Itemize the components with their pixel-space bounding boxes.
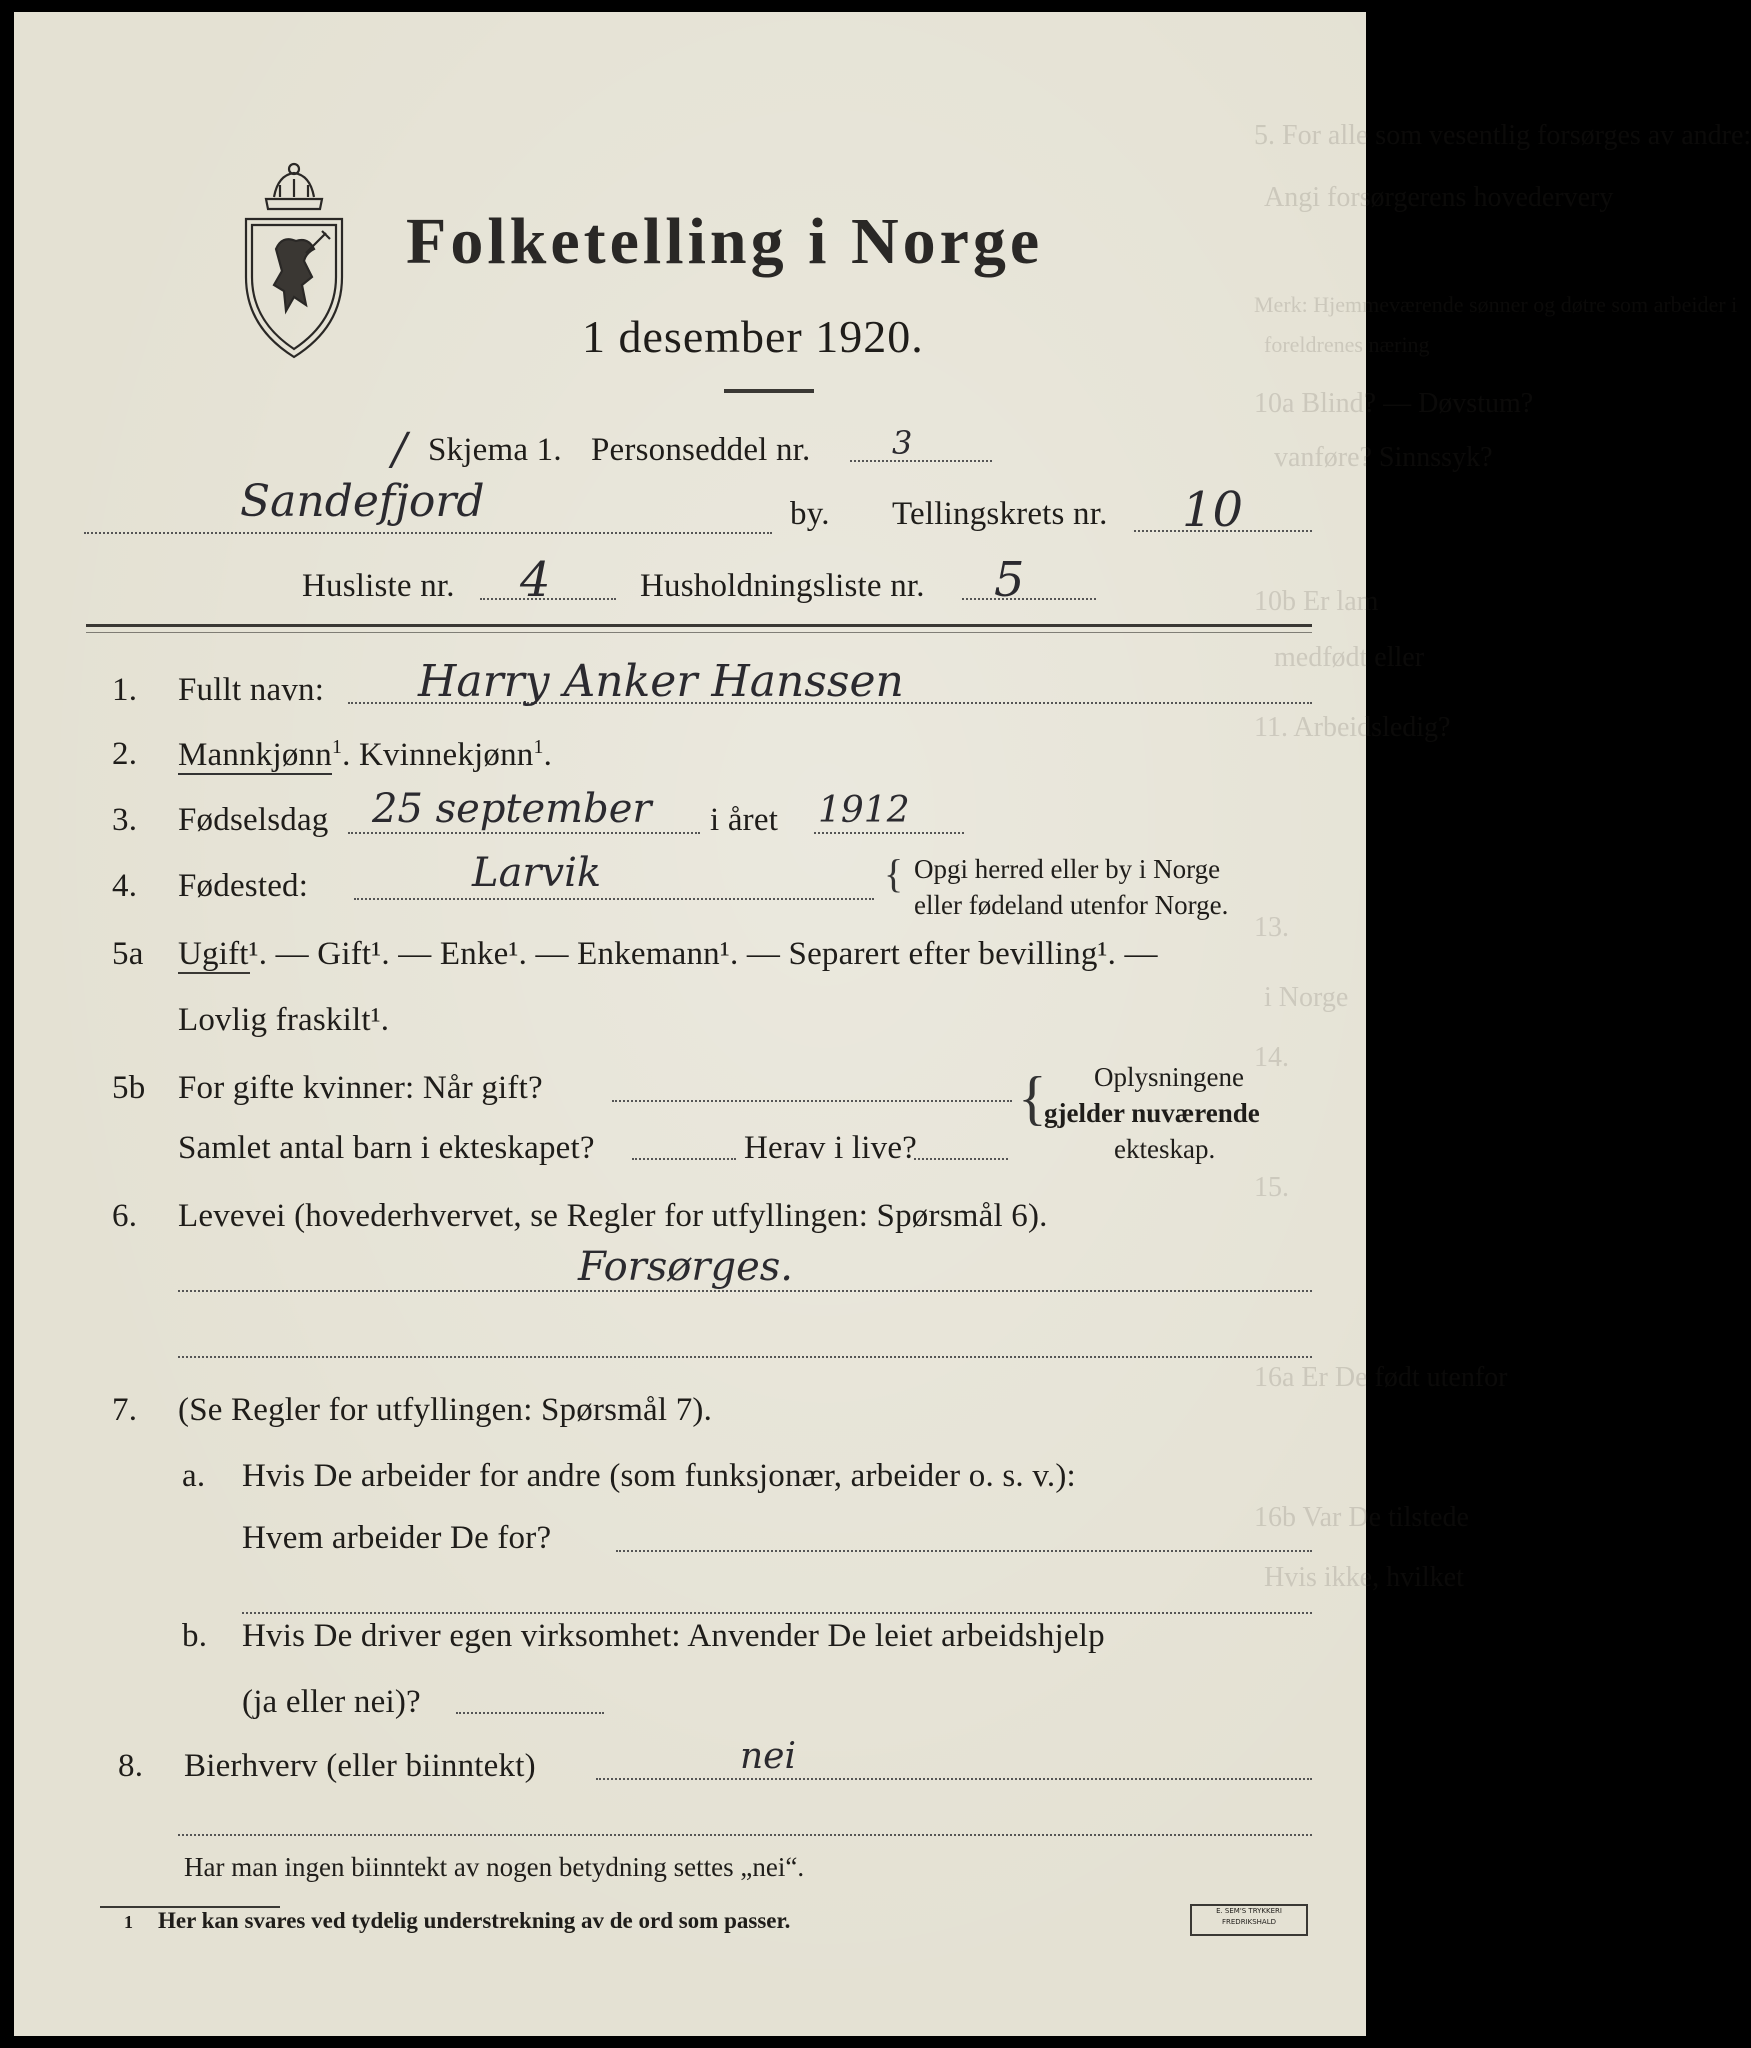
q1-label: Fullt navn: [178,672,325,708]
title-divider [724,389,814,393]
year-label: i året [710,802,779,838]
husliste-value[interactable]: 4 [520,552,551,608]
bleed-line: 16b Var De tilstede [1254,1502,1469,1533]
marriage-note-line3: ekteskap. [1114,1134,1216,1164]
birthyear-value[interactable]: 1912 [818,790,910,831]
gender-options: Mannkjønn$^1$. Kvinnekjønn$^1$. [178,736,553,773]
note-brace: { [884,851,904,896]
norwegian-coat-of-arms-icon [236,157,352,365]
marital-status-options-line2: Lovlig fraskilt¹. [178,1002,390,1038]
printer-stamp-line1: E. SEM'S TRYKKERI [1216,1907,1282,1915]
q7b-line1: Hvis De driver egen virksomhet: Anvender De leiet arbeidshjelp [242,1618,1105,1654]
by-label: by. [790,496,830,532]
personseddel-label: Personseddel nr. [591,432,811,468]
printer-stamp [1190,1904,1308,1936]
marital-status-options: Ugift¹. — Gift¹. — Enke¹. — Enkemann¹. — Separert efter bevilling¹. — [178,936,1158,972]
bleed-line: medfødt eller [1274,642,1425,673]
q7a-line1: Hvis De arbeider for andre (som funksjonær, arbeider o. s. v.): [242,1458,1076,1494]
occupation-field-line [178,1290,1312,1292]
bleed-line: 16a Er De født utenfor [1254,1362,1508,1393]
bleed-line: 14. [1254,1042,1289,1073]
husholdningsliste-label: Husholdningsliste nr. [640,568,925,604]
handwritten-tick-mark: / [392,424,407,475]
side-income-field-line-2 [178,1834,1312,1836]
marriage-note-line1: Oplysningene [1094,1062,1244,1092]
note-brace: { [1018,1065,1047,1131]
q5b-number: 5b [112,1070,146,1106]
marriage-note-line2: gjelder nuværende [1044,1098,1260,1128]
income-note: Har man ingen biinntekt av nogen betydning settes „nei“. [184,1852,805,1882]
personseddel-value[interactable]: 3 [892,424,913,462]
option-male[interactable]: Mannkjønn [178,737,332,773]
q4-number: 4. [112,868,138,904]
occupation-value[interactable]: Forsørges. [578,1244,794,1290]
birthdate-field-line [348,832,700,834]
q6-label: Levevei (hovederhvervet, se Regler for utfyllingen: Spørsmål 6). [178,1198,1048,1234]
city-value[interactable]: Sandefjord [240,476,485,527]
full-name-value[interactable]: Harry Anker Hanssen [418,656,904,707]
birthplace-note-line2: eller fødeland utenfor Norge. [914,890,1229,920]
marital-status-underline [178,972,250,974]
husholdningsliste-value[interactable]: 5 [994,552,1025,608]
bleed-line: Merk: Hjemmeværende sønner og døtre som arbeider i [1254,292,1738,317]
q3-number: 3. [112,802,138,838]
header-rule [86,624,1312,627]
birthplace-note-line1: Opgi herred eller by i Norge [914,854,1221,884]
bleed-line: 15. [1254,1172,1289,1203]
q4-label: Fødested: [178,868,309,904]
employer-field-line-2 [242,1612,1312,1614]
bleed-line: vanføre? Sinnssyk? [1274,442,1493,473]
side-income-field-line [596,1778,1312,1780]
schema-label: Skjema 1. [428,432,562,468]
q1-number: 1. [112,672,138,708]
birthplace-field-line [354,898,874,900]
census-form-page [14,12,1751,2036]
married-women-label: For gifte kvinner: Når gift? [178,1070,543,1106]
q5a-number: 5a [112,936,144,972]
husholdningsliste-field-line [962,598,1096,600]
footnote-text: Her kan svares ved tydelig understrekning av de ord som passer. [158,1908,791,1933]
bleed-line: 5. For alle som vesentlig forsørges av andre: [1254,120,1751,151]
bleed-line: 13. [1254,912,1289,943]
form-subtitle: 1 desember 1920. [582,311,924,362]
q7-number: 7. [112,1392,138,1428]
children-total-field-line [632,1158,736,1160]
husliste-label: Husliste nr. [302,568,455,604]
city-field-line [84,532,772,534]
bleed-line: 10b Er lam [1254,586,1379,617]
footnote-ref: 1 [533,736,544,758]
birthyear-field-line [814,832,964,834]
married-date-field-line [612,1100,1012,1102]
side-income-value[interactable]: nei [740,1736,797,1777]
q7-label: (Se Regler for utfyllingen: Spørsmål 7). [178,1392,713,1428]
bleed-line: 11. Arbeidsledig? [1254,712,1451,743]
tellingskrets-value[interactable]: 10 [1182,482,1244,538]
bleed-line: i Norge [1264,982,1349,1013]
personseddel-field-line [850,460,992,462]
children-alive-field-line [914,1158,1008,1160]
printer-stamp-line2: FREDRIKSHALD [1221,1918,1276,1926]
q8-label: Bierhverv (eller biinntekt) [184,1748,536,1784]
q6-number: 6. [112,1198,138,1234]
children-alive-label: Herav i live? [744,1130,918,1166]
bleed-line: foreldrenes næring [1264,332,1430,357]
option-female[interactable]: Kvinnekjønn [358,737,534,773]
footnote-ref: 1 [331,736,343,758]
q8-number: 8. [118,1748,144,1784]
hired-help-field-line [456,1712,604,1714]
q7a-line2: Hvem arbeider De for? [242,1520,552,1556]
children-total-label: Samlet antal barn i ekteskapet? [178,1130,595,1166]
birthplace-value[interactable]: Larvik [472,850,602,896]
form-title: Folketelling i Norge [406,205,1044,278]
bleed-line: Hvis ikke, hvilket [1264,1562,1464,1593]
tellingskrets-label: Tellingskrets nr. [892,496,1108,532]
bleed-line: Angi forsørgerens hovedervery [1264,182,1614,213]
q7a-letter: a. [182,1458,206,1494]
q7b-line2: (ja eller nei)? [242,1684,421,1720]
occupation-field-line-2 [178,1356,1312,1358]
q3-label: Fødselsdag [178,802,329,838]
bleed-line: 10a Blind? — Døvstum? [1254,388,1534,419]
q2-number: 2. [112,736,138,772]
q7b-letter: b. [182,1618,208,1654]
employer-field-line [616,1550,1312,1552]
birthdate-value[interactable]: 25 september [372,786,652,832]
header-rule-thin [86,632,1312,633]
footnote-number: 1 [124,1912,133,1932]
